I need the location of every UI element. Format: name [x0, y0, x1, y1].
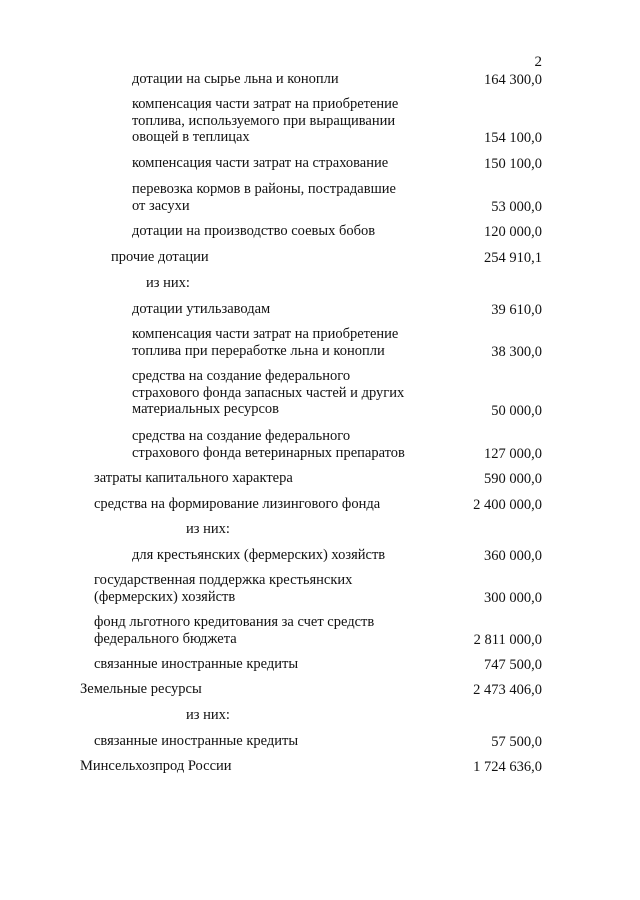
row-label: дотации утильзаводам [132, 301, 271, 317]
row-label: связанные иностранные кредиты [94, 656, 299, 672]
table-row [0, 681, 640, 698]
row-label: прочие дотации [111, 249, 209, 265]
table-row [0, 758, 640, 775]
row-label: Земельные ресурсы [80, 681, 202, 697]
row-label: из них: [146, 275, 190, 291]
table-row [0, 223, 640, 240]
row-label: затраты капитального характера [94, 470, 293, 486]
row-value: 38 300,0 [491, 343, 542, 360]
row-label: дотации на производство соевых бобов [132, 223, 376, 239]
table-row [0, 496, 640, 513]
row-value: 590 000,0 [484, 470, 542, 487]
row-value: 127 000,0 [484, 445, 542, 462]
row-label: фонд льготного кредитования за счет средств федерального бюджета [94, 614, 375, 647]
row-label: государственная поддержка крестьянских (фермерских) хозяйств [94, 572, 353, 605]
table-row [0, 614, 640, 648]
row-value: 360 000,0 [484, 547, 542, 564]
row-value: 50 000,0 [491, 402, 542, 419]
row-value: 57 500,0 [491, 733, 542, 750]
row-value: 120 000,0 [484, 223, 542, 240]
table-row [0, 96, 640, 146]
table-row [0, 656, 640, 673]
row-value: 2 473 406,0 [473, 681, 542, 698]
row-value: 254 910,1 [484, 249, 542, 266]
table-row [0, 301, 640, 318]
row-label: компенсация части затрат на страхование [132, 155, 389, 171]
table-row [0, 572, 640, 606]
table-row [0, 733, 640, 750]
row-value: 164 300,0 [484, 71, 542, 88]
row-value: 150 100,0 [484, 155, 542, 172]
table-row [0, 428, 640, 462]
row-label: перевозка кормов в районы, пострадавшие от засухи [132, 181, 396, 214]
page-number: 2 [534, 54, 542, 70]
row-label: связанные иностранные кредиты [94, 733, 299, 749]
row-label: Минсельхозпрод России [80, 758, 232, 774]
row-label: из них: [186, 521, 230, 537]
row-value: 53 000,0 [491, 198, 542, 215]
table-row [0, 275, 640, 292]
row-label: компенсация части затрат на приобретение топлива при переработке льна и конопли [132, 326, 399, 359]
row-label: дотации на сырье льна и конопли [132, 71, 339, 87]
table-row [0, 470, 640, 487]
table-row [0, 249, 640, 266]
table-row [0, 326, 640, 360]
table-row [0, 547, 640, 564]
row-value: 300 000,0 [484, 589, 542, 606]
row-label: средства на создание федерального страхового фонда запасных частей и других материальных ресурсов [132, 368, 405, 417]
row-value: 747 500,0 [484, 656, 542, 673]
row-label: средства на формирование лизингового фонда [94, 496, 381, 512]
table-row [0, 521, 640, 538]
table-row [0, 181, 640, 215]
table-row [0, 155, 640, 172]
row-label: средства на создание федерального страхового фонда ветеринарных препаратов [132, 428, 405, 461]
row-value: 39 610,0 [491, 301, 542, 318]
row-value: 1 724 636,0 [473, 758, 542, 775]
row-value: 2 400 000,0 [473, 496, 542, 513]
row-value: 2 811 000,0 [473, 631, 542, 648]
table-row [0, 707, 640, 724]
table-row [0, 368, 640, 419]
table-row [0, 71, 640, 88]
row-label: компенсация части затрат на приобретение топлива, используемого при выращивании овощей в теплицах [132, 96, 399, 145]
row-label: из них: [186, 707, 230, 723]
row-value: 154 100,0 [484, 129, 542, 146]
row-label: для крестьянских (фермерских) хозяйств [132, 547, 386, 563]
